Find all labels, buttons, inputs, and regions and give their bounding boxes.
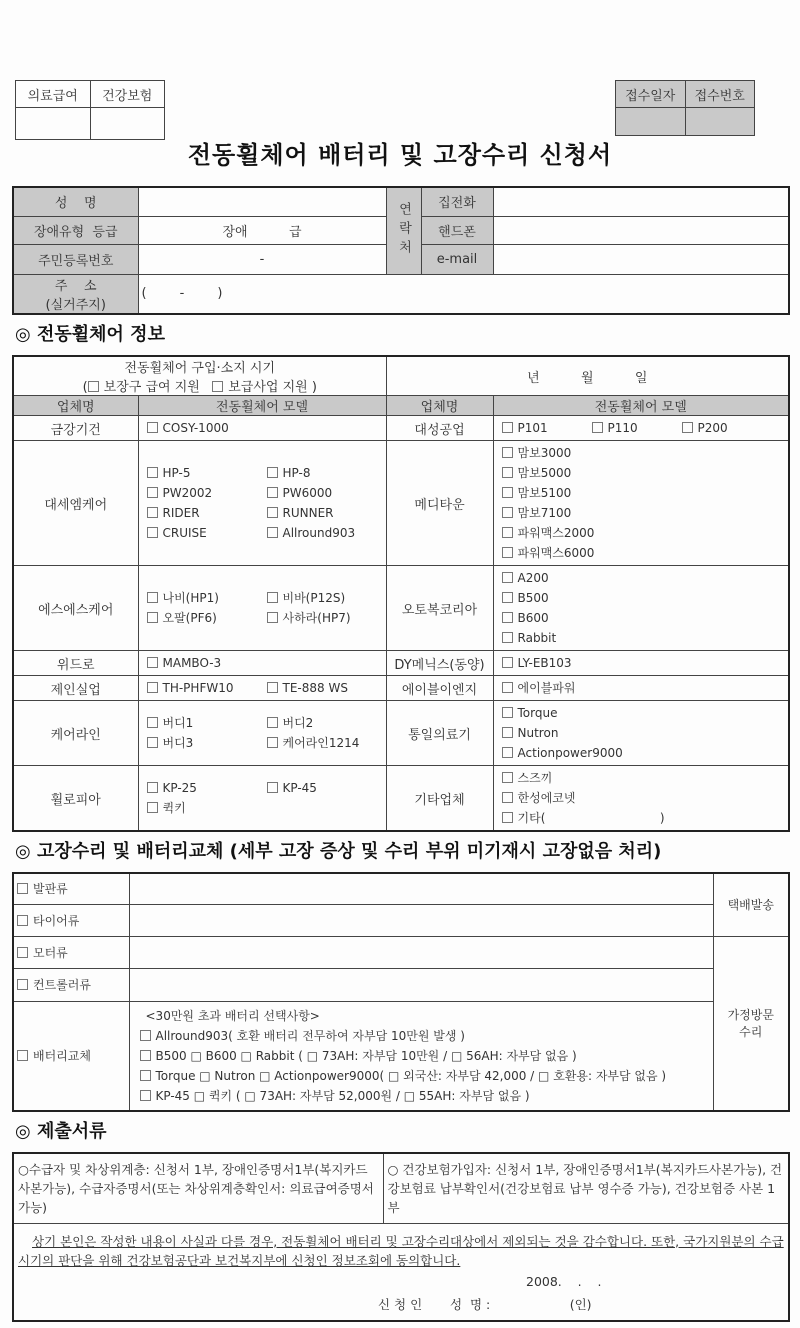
repair-item-battery[interactable]: 배터리교체 [13, 1001, 129, 1111]
model-label: Actionpower9000 [517, 746, 623, 760]
checkbox-icon [147, 717, 158, 728]
checkbox-icon [502, 812, 513, 823]
model-list [138, 766, 386, 832]
name-field[interactable] [138, 187, 386, 216]
model-label: 버디1 [162, 716, 194, 730]
model-option[interactable] [147, 798, 257, 818]
checkbox-icon [592, 422, 603, 433]
checkbox-icon [502, 487, 513, 498]
model-option[interactable] [147, 463, 257, 483]
checkbox-icon [147, 612, 158, 623]
vendor-name: 메디타운 [386, 441, 493, 566]
model-option[interactable] [147, 418, 257, 438]
model-option[interactable] [147, 608, 257, 628]
model-option[interactable] [502, 678, 637, 698]
model-option[interactable] [267, 733, 377, 753]
mobile-label: 핸드폰 [421, 216, 493, 244]
repair-table [12, 872, 790, 1112]
model-option[interactable] [267, 483, 377, 503]
repair-item-tire[interactable]: 타이어류 [13, 904, 129, 936]
wheelchair-row [13, 416, 789, 441]
wheelchair-row [13, 566, 789, 651]
checkbox-icon [502, 612, 513, 623]
model-option[interactable] [147, 523, 257, 543]
model-options [147, 653, 378, 673]
receipt-date-field [616, 108, 686, 136]
insurance-type-box [15, 80, 165, 140]
model-option[interactable] [267, 608, 377, 628]
model-label: 스즈끼 [517, 771, 553, 785]
model-label: 맘보5100 [517, 486, 572, 500]
model-option[interactable] [147, 778, 257, 798]
model-list [138, 676, 386, 701]
disability-label: 장애유형 등급 [13, 216, 138, 244]
checkbox-icon [502, 657, 513, 668]
model-option[interactable] [502, 808, 665, 828]
checkbox-icon [147, 592, 158, 603]
model-label: TE-888 WS [282, 681, 348, 695]
model-label: 오팔(PF6) [162, 611, 217, 625]
checkbox-icon [147, 657, 158, 668]
model-label: KP-25 [162, 781, 197, 795]
model-option[interactable] [502, 703, 637, 723]
model-label: 비바(P12S) [282, 591, 346, 605]
model-option[interactable] [502, 788, 637, 808]
model-label: 버디2 [282, 716, 314, 730]
model-list [493, 766, 789, 832]
health-insurance-check[interactable] [90, 108, 165, 140]
address-label [13, 274, 138, 314]
purchase-period-cell [13, 356, 386, 396]
model-label: HP-8 [282, 466, 311, 480]
checkbox-icon [147, 422, 158, 433]
checkbox-icon [502, 422, 513, 433]
checkbox-icon [502, 572, 513, 583]
model-option[interactable] [502, 503, 637, 523]
wheelchair-row [13, 441, 789, 566]
email-label: e-mail [421, 244, 493, 274]
model-options [502, 568, 780, 648]
label-receipt-date: 접수일자 [616, 81, 686, 108]
consent-text: 상기 본인은 작성한 내용이 사실과 다를 경우, 전동휠체어 배터리 및 고장수리대상에서 제외되는 것을 감수합니다. 또한, 국가지원분의 수급시기의 판단을 위해 건강보험공단과 보건복지부에 신청인 정보조회에 동의합니다. [18, 1233, 784, 1268]
model-label: 버디3 [162, 736, 194, 750]
model-option[interactable] [147, 503, 257, 523]
model-options [502, 653, 780, 673]
model-label: RUNNER [282, 506, 334, 520]
repair-item-motor[interactable]: 모터류 [13, 936, 129, 968]
model-list [493, 676, 789, 701]
checkbox-icon [140, 1090, 151, 1101]
wheelchair-info-table [12, 355, 790, 832]
model-option[interactable] [267, 503, 377, 523]
battery-option-tongil[interactable]: Torque □ Nutron □ Actionpower9000( □ 외국산: 자부담 42,000 / □ 호환용: 자부담 없음 ) [140, 1066, 709, 1086]
mobile-field[interactable] [493, 216, 789, 244]
model-option[interactable] [682, 418, 762, 438]
model-label: LY-EB103 [517, 656, 572, 670]
checkbox-icon [147, 682, 158, 693]
model-list [493, 701, 789, 766]
checkbox-icon [147, 507, 158, 518]
checkbox-icon [682, 422, 693, 433]
model-label: 에이블파워 [517, 681, 576, 695]
model-options [502, 443, 780, 563]
model-label: 맘보5000 [517, 466, 572, 480]
model-option[interactable] [502, 743, 637, 763]
battery-options-heading: <30만원 초과 배터리 선택사항> [145, 1008, 320, 1023]
label-health-insurance: 건강보험 [90, 81, 165, 108]
model-option[interactable] [502, 443, 637, 463]
purchase-period-label: 전동휠체어 구입·소지 시기 [124, 361, 276, 376]
section-documents-title: ◎ 제출서류 [15, 1120, 107, 1142]
model-label: Rabbit [517, 631, 557, 645]
checkbox-icon [17, 947, 28, 958]
rrn-label: 주민등록번호 [13, 244, 138, 274]
vendor-name: 케어라인 [13, 701, 138, 766]
model-option[interactable] [502, 463, 637, 483]
col-vendor: 업체명 [386, 396, 493, 416]
medical-aid-check[interactable] [16, 108, 91, 140]
checkbox-icon [267, 487, 278, 498]
model-option[interactable] [267, 523, 377, 543]
model-label: 나비(HP1) [162, 591, 219, 605]
documents-table [12, 1152, 790, 1322]
checkbox-icon [147, 782, 158, 793]
checkbox-icon [267, 782, 278, 793]
support-option-2[interactable]: 보급사업 지원 ) [212, 380, 317, 395]
docs-insured: ○ 건강보험가입자: 신청서 1부, 장애인증명서1부(복지카드사본가능), 건강보험료 납부확인서(건강보험료 납부 영수증 가능), 건강보험증 사본 1부 [383, 1153, 789, 1224]
checkbox-icon [267, 507, 278, 518]
vendor-name: 기타업체 [386, 766, 493, 832]
checkbox-icon [147, 467, 158, 478]
checkbox-icon [267, 527, 278, 538]
model-label: P101 [517, 421, 548, 435]
col-vendor: 업체명 [13, 396, 138, 416]
model-options [147, 713, 378, 753]
model-option[interactable] [502, 653, 637, 673]
model-label: 파워맥스6000 [517, 546, 595, 560]
battery-option-wheelopia[interactable]: KP-45 □ 퀵키 ( □ 73AH: 자부담 52,000원 / □ 55AH: 자부담 없음 ) [140, 1086, 709, 1106]
model-label: PW2002 [162, 486, 213, 500]
wheelchair-row [13, 766, 789, 832]
checkbox-icon [17, 979, 28, 990]
model-label: P200 [697, 421, 728, 435]
model-label: KP-45 [282, 781, 317, 795]
model-option[interactable] [267, 588, 377, 608]
repair-detail-field[interactable] [129, 904, 713, 936]
checkbox-icon [17, 1050, 28, 1061]
checkbox-icon [267, 717, 278, 728]
model-label: 맘보3000 [517, 446, 572, 460]
checkbox-icon [502, 527, 513, 538]
vendor-name: 대성공업 [386, 416, 493, 441]
rrn-field[interactable]: - [138, 244, 386, 274]
checkbox-icon [502, 792, 513, 803]
checkbox-icon [267, 612, 278, 623]
model-option[interactable] [502, 768, 637, 788]
model-options [502, 418, 780, 438]
model-label: PW6000 [282, 486, 333, 500]
label-receipt-number: 접수번호 [685, 81, 755, 108]
docs-recipients: ○수급자 및 차상위계층: 신청서 1부, 장애인증명서1부(복지카드사본가능), 수급자증명서(또는 차상위계층확인서: 의료급여증명서 가능) [13, 1153, 383, 1224]
model-list [493, 651, 789, 676]
checkbox-icon [267, 682, 278, 693]
battery-option-allround[interactable]: Allround903( 호환 배터리 전무하여 자부담 10만원 발생 ) [140, 1026, 709, 1046]
checkbox-icon [140, 1050, 151, 1061]
label-medical-aid: 의료급여 [16, 81, 91, 108]
model-options [502, 703, 780, 763]
address-label-main: 주 소 [54, 278, 97, 294]
delivery-label: 택배발송 [713, 873, 789, 936]
wheelchair-row [13, 701, 789, 766]
model-list [493, 441, 789, 566]
model-label: CRUISE [162, 526, 207, 540]
vendor-name: 제인실업 [13, 676, 138, 701]
repair-detail-field[interactable] [129, 968, 713, 1001]
model-label: 맘보7100 [517, 506, 572, 520]
vendor-name: 에스에스케어 [13, 566, 138, 651]
checkbox-icon [147, 487, 158, 498]
model-list [138, 651, 386, 676]
section-repair-title: ◎ 고장수리 및 배터리교체 (세부 고장 증상 및 수리 부위 미기재시 고장없음 처리) [15, 841, 662, 862]
home-phone-field[interactable] [493, 187, 789, 216]
model-list [138, 416, 386, 441]
receipt-number-field [685, 108, 755, 136]
vendor-name: 휠로피아 [13, 766, 138, 832]
checkbox-icon [502, 507, 513, 518]
model-option[interactable] [502, 608, 637, 628]
model-option[interactable] [267, 778, 377, 798]
model-option[interactable] [502, 483, 637, 503]
repair-detail-field[interactable] [129, 873, 713, 904]
checkbox-icon [502, 467, 513, 478]
model-label: COSY-1000 [162, 421, 229, 435]
wheelchair-row [13, 651, 789, 676]
model-label: 케어라인1214 [282, 736, 360, 750]
disability-field[interactable]: 장애 급 [138, 216, 386, 244]
model-label: 기타( ) [517, 811, 665, 825]
checkbox-icon [502, 592, 513, 603]
purchase-date-field[interactable]: 년 월 일 [386, 356, 789, 396]
battery-option-ottobock[interactable]: B500 □ B600 □ Rabbit ( □ 73AH: 자부담 10만원 / □ 56AH: 자부담 없음 ) [140, 1046, 709, 1066]
model-options [147, 678, 378, 698]
col-model: 전동휠체어 모델 [493, 396, 789, 416]
model-option[interactable] [502, 543, 637, 563]
model-option[interactable] [592, 418, 672, 438]
repair-item-controller[interactable]: 컨트롤러류 [13, 968, 129, 1001]
model-label: B500 [517, 591, 549, 605]
model-label: Allround903 [282, 526, 356, 540]
contact-label: 연락처 [386, 187, 421, 274]
repair-item-footrest[interactable]: 발판류 [13, 873, 129, 904]
vendor-name: 대세엠케어 [13, 441, 138, 566]
model-label: TH-PHFW10 [162, 681, 234, 695]
model-option[interactable] [267, 713, 377, 733]
model-label: 사하라(HP7) [282, 611, 351, 625]
checkbox-icon [17, 883, 28, 894]
checkbox-icon [502, 547, 513, 558]
model-option[interactable] [502, 628, 637, 648]
model-list [493, 566, 789, 651]
page-title: 전동휠체어 배터리 및 고장수리 신청서 [187, 141, 613, 169]
personal-info-table [12, 186, 790, 315]
name-label: 성 명 [13, 187, 138, 216]
checkbox-icon [502, 727, 513, 738]
model-option[interactable] [147, 733, 257, 753]
model-list [138, 566, 386, 651]
col-model: 전동휠체어 모델 [138, 396, 386, 416]
home-visit-label: 가정방문 수리 [713, 936, 789, 1111]
signature-line[interactable]: 신 청 인 성 명 : (인) [378, 1296, 592, 1312]
checkbox-icon [502, 707, 513, 718]
model-option[interactable] [502, 418, 582, 438]
address-label-sub: (실거주지) [45, 297, 106, 313]
model-option[interactable] [147, 678, 257, 698]
checkbox-icon [267, 737, 278, 748]
checkbox-icon [88, 381, 99, 392]
model-option[interactable] [147, 713, 257, 733]
checkbox-icon [147, 527, 158, 538]
model-label: P110 [607, 421, 638, 435]
checkbox-icon [147, 737, 158, 748]
model-label: RIDER [162, 506, 200, 520]
model-option[interactable] [502, 723, 637, 743]
checkbox-icon [502, 447, 513, 458]
vendor-name: 통일의료기 [386, 701, 493, 766]
model-option[interactable] [267, 678, 377, 698]
model-option[interactable] [267, 463, 377, 483]
model-list [493, 416, 789, 441]
repair-detail-field[interactable] [129, 936, 713, 968]
model-options [502, 768, 780, 828]
model-label: Nutron [517, 726, 559, 740]
vendor-name: 오토복코리아 [386, 566, 493, 651]
checkbox-icon [140, 1070, 151, 1081]
section-wheelchair-info-title: ◎ 전동휠체어 정보 [15, 324, 165, 345]
checkbox-icon [502, 632, 513, 643]
vendor-name: DY메닉스(동양) [386, 651, 493, 676]
checkbox-icon [212, 381, 223, 392]
model-options [502, 678, 780, 698]
model-options [147, 463, 378, 543]
model-label: MAMBO-3 [162, 656, 222, 670]
checkbox-icon [147, 802, 158, 813]
model-option[interactable] [147, 483, 257, 503]
checkbox-icon [502, 747, 513, 758]
model-label: 파워맥스2000 [517, 526, 595, 540]
home-phone-label: 집전화 [421, 187, 493, 216]
email-field[interactable] [493, 244, 789, 274]
wheelchair-row [13, 676, 789, 701]
vendor-name: 금강기건 [13, 416, 138, 441]
model-options [147, 588, 378, 628]
checkbox-icon [502, 772, 513, 783]
support-option-1[interactable]: ( 보장구 급여 지원 [82, 380, 200, 395]
model-label: 한성에코넷 [517, 791, 576, 805]
model-options [147, 778, 378, 818]
model-options [147, 418, 378, 438]
model-label: 퀵키 [162, 801, 186, 815]
checkbox-icon [502, 682, 513, 693]
model-label: HP-5 [162, 466, 191, 480]
model-option[interactable] [502, 568, 637, 588]
model-option[interactable] [502, 523, 637, 543]
vendor-name: 위드로 [13, 651, 138, 676]
model-list [138, 701, 386, 766]
model-label: Torque [517, 706, 558, 720]
model-label: A200 [517, 571, 549, 585]
model-list [138, 441, 386, 566]
checkbox-icon [267, 467, 278, 478]
date-line: 2008. . . [526, 1273, 602, 1289]
vendor-name: 에이블이엔지 [386, 676, 493, 701]
checkbox-icon [17, 915, 28, 926]
address-field[interactable]: ( - ) [138, 274, 789, 314]
receipt-box [615, 80, 755, 136]
model-option[interactable] [502, 588, 637, 608]
form-header [0, 0, 800, 186]
checkbox-icon [140, 1030, 151, 1041]
model-option[interactable] [147, 588, 257, 608]
model-label: B600 [517, 611, 549, 625]
checkbox-icon [267, 592, 278, 603]
model-option[interactable] [147, 653, 257, 673]
